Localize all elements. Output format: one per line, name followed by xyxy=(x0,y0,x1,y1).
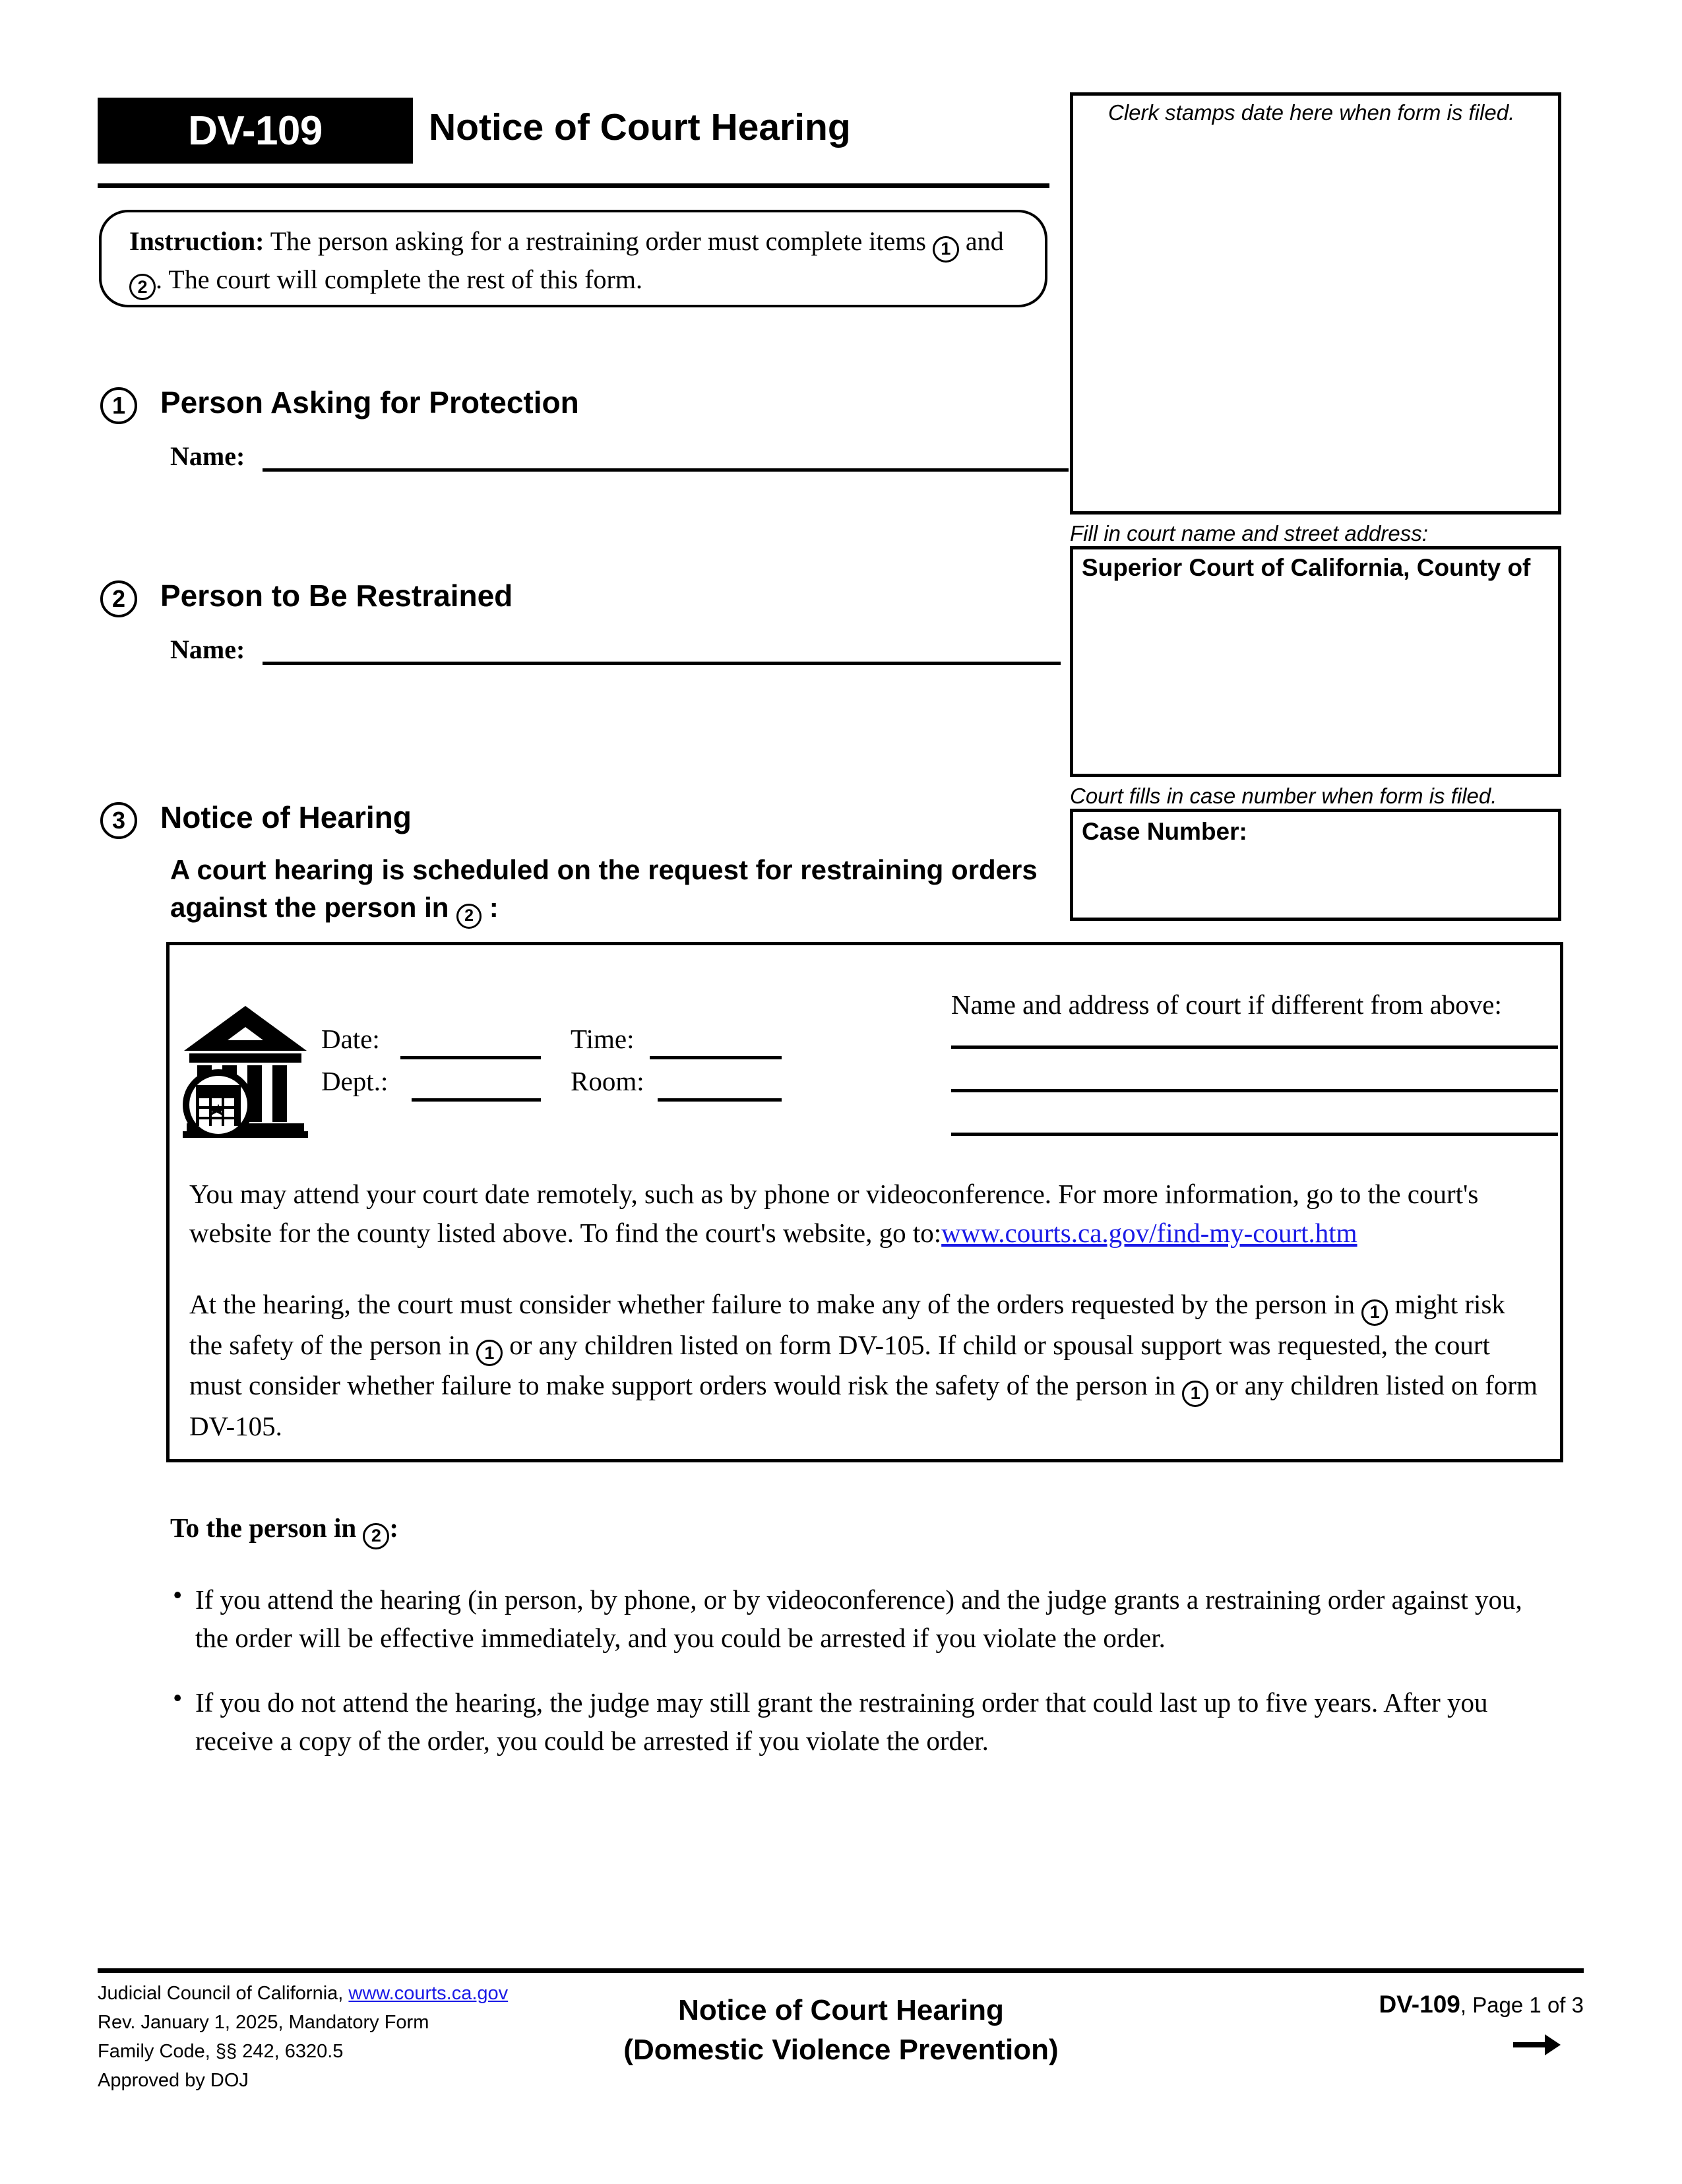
item-1-name-input-line[interactable] xyxy=(263,468,1069,472)
footer-divider xyxy=(98,1968,1584,1973)
court-address-line-2[interactable] xyxy=(951,1089,1558,1092)
item-1-marker: 1 xyxy=(100,387,137,424)
date-input-line[interactable] xyxy=(400,1056,541,1059)
consider-part4: or any children listed on form DV-105. xyxy=(189,1370,1538,1441)
court-address-caption: Fill in court name and street address: xyxy=(1070,521,1428,546)
courts-ca-gov-link[interactable]: www.courts.ca.gov xyxy=(348,1983,509,2004)
instruction-part3: . The court will complete the rest of this form. xyxy=(156,264,642,294)
item-2-marker: 2 xyxy=(100,580,137,617)
clerk-stamp-caption: Clerk stamps date here when form is filed. xyxy=(1108,100,1515,125)
footer-form-title: Notice of Court Hearing xyxy=(678,1994,1004,2026)
court-if-different-label: Name and address of court if different from above: xyxy=(951,989,1502,1020)
case-number-caption: Court fills in case number when form is filed. xyxy=(1070,784,1497,808)
form-code-text: DV-109 xyxy=(188,108,323,154)
page-title: Notice of Court Hearing xyxy=(429,106,851,148)
remote-paragraph-text: You may attend your court date remotely, such as by phone or videoconference. For more information, go to the court's website for the county listed above. To find the court's website, go to: xyxy=(189,1179,1479,1248)
case-number-label: Case Number: xyxy=(1082,818,1247,845)
item-2-heading: Person to Be Restrained xyxy=(160,578,513,613)
footer-legal-info xyxy=(98,1979,508,2095)
footer-form-code: DV-109 xyxy=(1379,1991,1460,2018)
remote-attendance-paragraph xyxy=(189,1175,1542,1252)
dept-label: Dept.: xyxy=(321,1066,389,1096)
instruction-text xyxy=(129,224,1026,300)
item-3-subheading-part1: A court hearing is scheduled on the request for restraining orders against the person in xyxy=(170,854,1038,923)
footer-approved-by: Approved by DOJ xyxy=(98,2070,249,2092)
footer-page-number: , Page 1 of 3 xyxy=(1460,1993,1584,2017)
time-input-line[interactable] xyxy=(650,1056,782,1059)
to-person-part1: To the person in xyxy=(170,1513,363,1543)
date-label: Date: xyxy=(321,1024,380,1054)
item-1-heading: Person Asking for Protection xyxy=(160,385,579,420)
item-3-subheading-part2: : xyxy=(482,892,499,923)
room-input-line[interactable] xyxy=(658,1098,782,1102)
header-divider xyxy=(98,183,1049,188)
circled-number-1: 1 xyxy=(1361,1299,1388,1326)
item-3-marker: 3 xyxy=(100,802,137,839)
next-page-arrow-icon xyxy=(1512,2030,1561,2059)
circled-number-2: 2 xyxy=(129,274,156,300)
circled-number-1: 1 xyxy=(933,236,959,263)
bullet-marker-icon: • xyxy=(173,1683,183,1713)
list-item-text: If you attend the hearing (in person, by phone, or by videoconference) and the judge grants a restraining order against you, the order will be effective immediately, and you could be arrested if you violate the order. xyxy=(195,1584,1522,1654)
hearing-consideration-paragraph xyxy=(189,1285,1542,1445)
list-item xyxy=(173,1683,1545,1760)
footer-form-subtitle: (Domestic Violence Prevention) xyxy=(623,2033,1059,2066)
circled-number-2: 2 xyxy=(456,904,482,929)
circled-number-2: 2 xyxy=(363,1523,389,1549)
clerk-stamp-box[interactable] xyxy=(1070,92,1561,515)
hearing-details-box xyxy=(166,942,1563,1462)
find-my-court-link[interactable]: www.courts.ca.gov/find-my-court.htm xyxy=(941,1217,1357,1248)
consider-part3: or any children listed on form DV-105. If child or spousal support was requested, the court must consider whether failure to make support orders would risk the safety of the person in xyxy=(189,1329,1490,1400)
footer-council-text: Judicial Council of California, xyxy=(98,1983,349,2004)
circled-number-1: 1 xyxy=(476,1340,503,1366)
item-1-name-label: Name: xyxy=(170,441,245,471)
footer-family-code: Family Code, §§ 242, 6320.5 xyxy=(98,2041,344,2063)
form-code-badge xyxy=(98,98,413,164)
footer-council-line xyxy=(98,1979,508,2008)
list-item-text: If you do not attend the hearing, the judge may still grant the restraining order that could last up to five years. After you receive a copy of the order, you could be arrested if you violate the order. xyxy=(195,1687,1488,1757)
item-3-subheading xyxy=(170,851,1047,929)
consider-part1: At the hearing, the court must consider whether failure to make any of the orders requested by the person in xyxy=(189,1289,1362,1319)
courthouse-calendar-icon xyxy=(183,999,308,1138)
item-3-heading: Notice of Hearing xyxy=(160,800,412,834)
instruction-part2: and xyxy=(958,226,1004,256)
footer-page-info xyxy=(1339,1991,1584,2018)
court-address-line-1[interactable] xyxy=(951,1045,1558,1049)
room-label: Room: xyxy=(571,1066,644,1096)
to-person-part2: : xyxy=(389,1513,399,1543)
consider-part2: might risk the safety of the person in xyxy=(189,1289,1505,1360)
item-2-name-input-line[interactable] xyxy=(263,662,1061,665)
circled-number-1: 1 xyxy=(1182,1381,1208,1407)
dept-input-line[interactable] xyxy=(412,1098,541,1102)
item-2-name-label: Name: xyxy=(170,635,245,664)
time-label: Time: xyxy=(571,1024,635,1054)
instruction-callout xyxy=(99,210,1047,307)
list-item xyxy=(173,1580,1545,1657)
footer-revision: Rev. January 1, 2025, Mandatory Form xyxy=(98,2012,429,2034)
court-address-line-3[interactable] xyxy=(951,1133,1558,1136)
court-name-label: Superior Court of California, County of xyxy=(1082,554,1531,581)
to-person-heading xyxy=(170,1512,398,1549)
instruction-label: Instruction: xyxy=(129,226,265,256)
instruction-part1: The person asking for a restraining order must complete items xyxy=(264,226,933,256)
bullet-marker-icon: • xyxy=(173,1580,183,1610)
